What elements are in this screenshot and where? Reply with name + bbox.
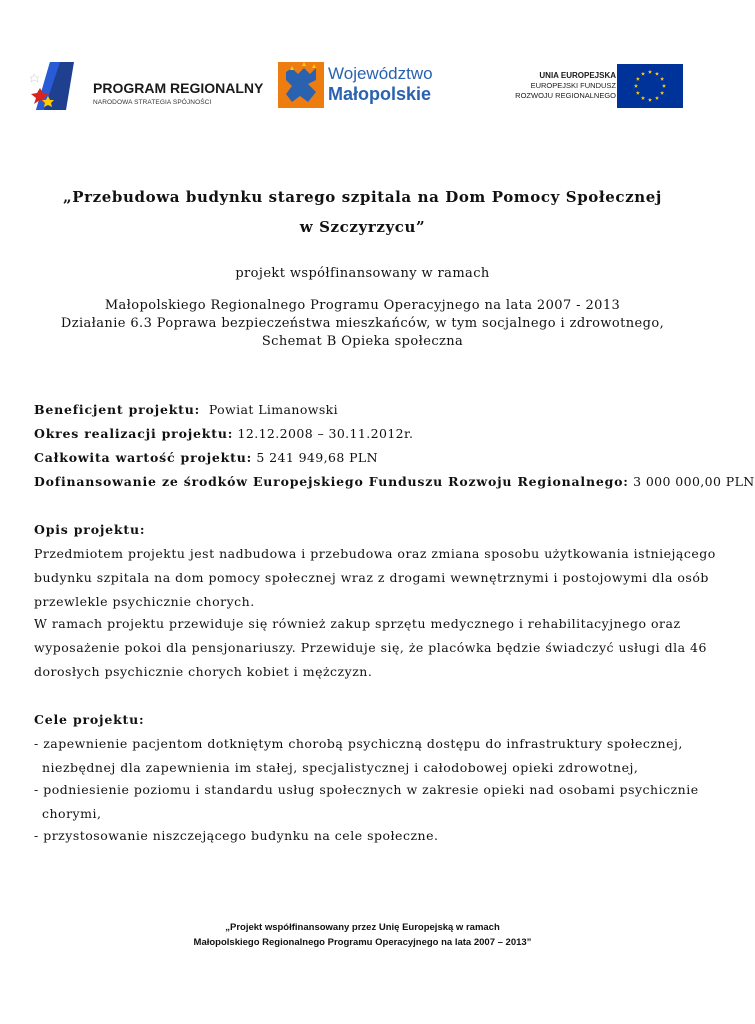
funding-label: Dofinansowanie ze środków Europejskiego Funduszu Rozwoju Regionalnego: — [34, 474, 629, 489]
period-row — [34, 426, 413, 441]
goal-line: - zapewnienie pacjentom dotkniętym chorobą psychiczną dostępu do infrastruktury społecznej, — [34, 736, 683, 751]
beneficiary-row — [34, 402, 338, 417]
wojewodztwo-line1: Województwo — [328, 64, 433, 83]
program-regionalny-name: PROGRAM REGIONALNY — [93, 80, 264, 96]
funding-amount: 3 000 000,00 PLN — [633, 474, 755, 489]
project-title-line2: w Szczyrzycu” — [299, 218, 426, 236]
beneficiary-label: Beneficjent projektu: — [34, 402, 201, 417]
wojewodztwo-line2: Małopolskie — [328, 84, 432, 104]
period-value: 12.12.2008 – 30.11.2012r. — [237, 426, 414, 441]
description-line: W ramach projektu przewiduje się również zakup sprzętu medycznego i rehabilitacyjnego oraz — [34, 616, 681, 631]
footer-line2: Małopolskiego Regionalnego Programu Operacyjnego na lata 2007 – 2013” — [193, 937, 532, 948]
program-regionalny-mark-icon — [30, 60, 88, 112]
description-line: budynku szpitala na dom pomocy społecznej wraz z drogami wewnętrznymi i postojowymi dla osób — [34, 570, 709, 585]
program-regionalny-logo — [30, 60, 264, 116]
description-line: Przedmiotem projektu jest nadbudowa i przebudowa oraz zmiana sposobu użytkowania istniejącego — [34, 546, 716, 561]
project-title-line1: „Przebudowa budynku starego szpitala na Dom Pomocy Społecznej — [63, 188, 662, 206]
eu-line1: UNIA EUROPEJSKA — [539, 71, 616, 80]
logos-header — [0, 56, 725, 116]
eu-flag-icon — [617, 64, 683, 108]
goal-line: - podniesienie poziomu i standardu usług społecznych w zakresie opieki nad osobami psychicznie — [34, 782, 699, 797]
goals-heading: Cele projektu: — [34, 712, 145, 727]
eu-line2: EUROPEJSKI FUNDUSZ — [530, 81, 616, 90]
cofinanced-note: projekt współfinansowany w ramach — [235, 266, 490, 281]
total-value-row — [34, 450, 378, 465]
description-line: przewlekle psychicznie chorych. — [34, 594, 255, 609]
goal-line: - przystosowanie niszczejącego budynku na cele społeczne. — [34, 828, 439, 843]
goal-line: niezbędnej dla zapewnienia im stałej, specjalistycznej i całodobowej opieki zdrowotnej, — [42, 760, 639, 775]
eu-line3: ROZWOJU REGIONALNEGO — [515, 91, 616, 100]
program-name: Małopolskiego Regionalnego Programu Operacyjnego na lata 2007 - 2013 — [104, 298, 621, 313]
total-value-label: Całkowita wartość projektu: — [34, 450, 253, 465]
action-name: Działanie 6.3 Poprawa bezpieczeństwa mieszkańców, w tym socjalnego i zdrowotnego, — [60, 316, 665, 331]
description-line: dorosłych psychicznie chorych kobiet i mężczyzn. — [34, 664, 373, 679]
eu-logo — [492, 64, 692, 112]
scheme-name: Schemat B Opieka społeczna — [261, 334, 464, 349]
description-heading: Opis projektu: — [34, 522, 146, 537]
eu-text — [515, 70, 616, 101]
beneficiary-value: Powiat Limanowski — [208, 402, 339, 417]
total-value-amount: 5 241 949,68 PLN — [256, 450, 378, 465]
malopolska-crest-icon — [278, 62, 324, 108]
wojewodztwo-logo — [278, 62, 448, 112]
goal-line: chorymi, — [42, 806, 102, 821]
period-label: Okres realizacji projektu: — [34, 426, 234, 441]
program-regionalny-subtitle: NARODOWA STRATEGIA SPÓJNOŚCI — [93, 99, 212, 106]
description-line: wyposażenie pokoi dla pensjonariuszy. Przewiduje się, że placówka będzie świadczyć usługi dla 46 — [34, 640, 707, 655]
funding-row — [34, 474, 755, 489]
footer-line1: „Projekt współfinansowany przez Unię Europejską w ramach — [225, 922, 500, 933]
